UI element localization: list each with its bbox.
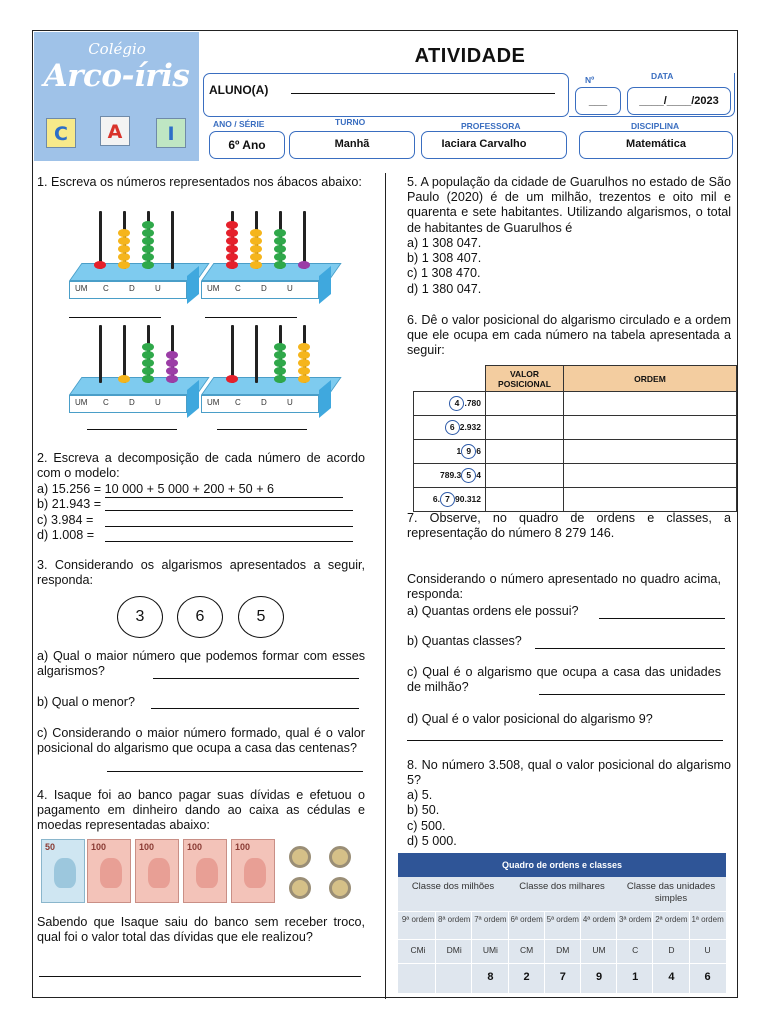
q2-d-answer-line[interactable] — [105, 541, 353, 542]
ordem-answer-cell[interactable] — [564, 488, 737, 512]
abacus-label: D — [129, 398, 135, 407]
bead-red — [226, 221, 238, 229]
ordem-label: 8ª ordem — [438, 915, 471, 924]
num-suffix: 4 — [476, 470, 481, 480]
ordem-abbrev: UMi — [482, 945, 498, 955]
abacus-4 — [199, 323, 333, 415]
bill-value: 100 — [187, 842, 203, 852]
quadro-col-sep — [689, 911, 690, 993]
bill-animal — [148, 858, 170, 888]
ordem-digit: 4 — [668, 971, 675, 983]
coin — [329, 846, 351, 868]
bead-green — [274, 343, 286, 351]
abacus-rod — [255, 325, 258, 383]
bill-animal — [196, 858, 218, 888]
bead-yellow — [250, 229, 262, 237]
bead-red — [226, 261, 238, 269]
circled-digit: 4 — [449, 396, 464, 411]
bead-green — [142, 229, 154, 237]
bill-100 — [87, 839, 131, 903]
q3-b: b) Qual o menor? — [37, 695, 136, 709]
q8-option-d: d) 5 000. — [407, 834, 457, 848]
bead-green — [274, 253, 286, 261]
q8-option-c: c) 500. — [407, 819, 446, 833]
table-corner — [414, 366, 486, 392]
logo-text-colegio: Colégio — [88, 40, 146, 58]
bead-green — [274, 261, 286, 269]
ordem-label: 1ª ordem — [691, 915, 724, 924]
num-suffix: 6 — [476, 446, 481, 456]
abacus-2 — [199, 209, 333, 301]
ordem-answer-cell[interactable] — [564, 464, 737, 488]
coin — [329, 877, 351, 899]
ordem-abbrev: CM — [519, 945, 534, 955]
q8-option-b: b) 50. — [407, 803, 440, 817]
abacus-label: UM — [207, 398, 220, 407]
abacus-label: D — [261, 398, 267, 407]
bead-red — [226, 237, 238, 245]
num-suffix: .780 — [464, 398, 481, 408]
bead-purple — [298, 261, 310, 269]
col-header-ordem: ORDEM — [564, 366, 737, 392]
numero-label: Nº — [585, 75, 595, 85]
abacus-3 — [67, 323, 201, 415]
turno-value: Manhã — [334, 138, 370, 150]
activity-sheet — [32, 30, 738, 998]
valor-answer-cell[interactable] — [486, 416, 564, 440]
valor-answer-cell[interactable] — [486, 488, 564, 512]
bead-yellow — [250, 261, 262, 269]
digit-circle: 5 — [238, 596, 284, 638]
bill-value: 100 — [139, 842, 155, 852]
table-row — [414, 440, 737, 464]
q4-answer-line[interactable] — [39, 976, 361, 977]
quadro-col-sep — [616, 911, 617, 993]
q7-b-answer-line[interactable] — [535, 648, 725, 649]
q3-text: 3. Considerando os algarismos apresentados a seguir, responda: — [37, 558, 365, 588]
num-prefix: 789.3 — [439, 470, 462, 480]
q2-a-label: a) 15.256 = — [37, 482, 102, 496]
digit-circle: 6 — [177, 596, 223, 638]
q2-c-answer-line[interactable] — [105, 526, 353, 527]
q3-c: c) Considerando o maior número formado, qual é o valor posicional do algarismo que ocupa a casa das centenas? — [37, 726, 365, 756]
num-suffix: 90.312 — [455, 494, 481, 504]
circled-digit: 7 — [440, 492, 455, 507]
bead-purple — [166, 367, 178, 375]
table-row — [414, 392, 737, 416]
abacus-label: UM — [75, 398, 88, 407]
bead-yellow — [298, 367, 310, 375]
bead-green — [274, 245, 286, 253]
abacus-label: D — [261, 284, 267, 293]
bead-yellow — [250, 237, 262, 245]
bead-yellow — [250, 253, 262, 261]
q3-a-answer-line[interactable] — [153, 678, 359, 679]
q2-a-model: 10 000 + 5 000 + 200 + 50 + 6 — [105, 482, 343, 498]
q4-text: 4. Isaque foi ao banco pagar suas dívidas e efetuou o pagamento em dinheiro dando ao caixa as cédulas e moedas representadas abaixo: — [37, 788, 365, 833]
bead-green — [274, 359, 286, 367]
q6-text: 6. Dê o valor posicional do algarismo circulado e a ordem que ele ocupa em cada número na tabela apresentada a seguir: — [407, 313, 731, 358]
q7-d-answer-line[interactable] — [407, 740, 723, 741]
ordem-label: 5ª ordem — [546, 915, 579, 924]
answer-line-abacus-4[interactable] — [217, 429, 307, 430]
ordem-digit: 1 — [632, 971, 639, 983]
q3-a: a) Qual o maior número que podemos formar com esses algarismos? — [37, 649, 365, 679]
ordem-label: 6ª ordem — [510, 915, 543, 924]
bill-animal — [100, 858, 122, 888]
abacus-label: U — [155, 284, 161, 293]
professora-label: PROFESSORA — [461, 121, 521, 131]
bead-green — [142, 221, 154, 229]
disciplina-value: Matemática — [626, 138, 686, 150]
number-cell — [414, 488, 486, 512]
q5-option-c: c) 1 308 470. — [407, 266, 481, 280]
logo-cube-a: A — [100, 116, 130, 146]
num-prefix: 6. — [432, 494, 440, 504]
logo-text-arco-iris: Arco-íris — [43, 58, 190, 94]
bead-red — [94, 261, 106, 269]
data-label: DATA — [651, 71, 674, 81]
q3-b-answer-line[interactable] — [151, 708, 359, 709]
bead-yellow — [298, 343, 310, 351]
bead-red — [226, 229, 238, 237]
logo-cube-i: I — [156, 118, 186, 148]
quadro-col-sep — [580, 911, 581, 993]
q7-b: b) Quantas classes? — [407, 634, 522, 648]
bill-100 — [183, 839, 227, 903]
quadro-row-sep — [398, 963, 726, 964]
ordem-label: 3ª ordem — [619, 915, 652, 924]
turno-label: TURNO — [335, 117, 366, 127]
bill-value: 100 — [235, 842, 251, 852]
abacus-label: U — [287, 284, 293, 293]
bill-100 — [231, 839, 275, 903]
quadro-col-sep — [471, 911, 472, 993]
bill-animal — [54, 858, 76, 888]
data-value: ____/____/2023 — [639, 95, 719, 107]
q7-a-answer-line[interactable] — [599, 618, 725, 619]
quadro-col-sep — [544, 911, 545, 993]
q5-text: 5. A população da cidade de Guarulhos no estado de São Paulo (2020) é de um milhão, trezentos e oito mil e quarenta e sete habitantes. Utilizando algarismos, o total de habitantes de Guarulhos é — [407, 175, 731, 235]
number-cell — [414, 464, 486, 488]
bead-green — [142, 375, 154, 383]
ordem-abbrev: DMi — [446, 945, 462, 955]
bead-red — [226, 375, 238, 383]
quadro-ordens-classes — [398, 853, 726, 993]
q1-text: 1. Escreva os números representados nos ábacos abaixo: — [37, 175, 362, 189]
ordem-abbrev: DM — [556, 945, 570, 955]
aluno-label: ALUNO(A) — [209, 83, 269, 97]
ordem-abbrev: UM — [592, 945, 606, 955]
aluno-name-line[interactable] — [291, 93, 555, 94]
ordem-abbrev: C — [632, 945, 639, 955]
abacus-label: UM — [207, 284, 220, 293]
ordem-abbrev: U — [704, 945, 711, 955]
num-suffix: 2.932 — [459, 422, 481, 432]
number-cell — [414, 416, 486, 440]
bead-green — [142, 237, 154, 245]
abacus-label: C — [103, 284, 109, 293]
logo-cube-c: C — [46, 118, 76, 148]
bead-green — [142, 253, 154, 261]
q2-c-label: c) 3.984 = — [37, 513, 94, 527]
ordem-label: 2ª ordem — [655, 915, 688, 924]
bead-green — [274, 229, 286, 237]
bill-value: 100 — [91, 842, 107, 852]
q7-text: 7. Observe, no quadro de ordens e classes, a representação do número 8 279 146. — [407, 511, 731, 541]
table-row — [414, 416, 737, 440]
valor-answer-cell[interactable] — [486, 440, 564, 464]
coin — [289, 877, 311, 899]
bead-yellow — [118, 253, 130, 261]
circled-digit: 5 — [461, 468, 476, 483]
bead-green — [274, 367, 286, 375]
bead-purple — [166, 375, 178, 383]
bill-animal — [244, 858, 266, 888]
quadro-title: Quadro de ordens e classes — [398, 853, 726, 877]
ano-value: 6º Ano — [228, 138, 266, 152]
disciplina-label: DISCIPLINA — [631, 121, 680, 131]
bill-50 — [41, 839, 85, 903]
bead-yellow — [250, 245, 262, 253]
bill-100 — [135, 839, 179, 903]
valor-answer-cell[interactable] — [486, 464, 564, 488]
bead-yellow — [118, 245, 130, 253]
bead-green — [142, 359, 154, 367]
ordem-answer-cell[interactable] — [564, 440, 737, 464]
circled-digit: 9 — [461, 444, 476, 459]
quadro-col-sep — [435, 911, 436, 993]
number-cell — [414, 392, 486, 416]
q6-table — [413, 365, 737, 512]
ordem-digit: 6 — [704, 971, 711, 983]
abacus-label: U — [287, 398, 293, 407]
page-title: ATIVIDADE — [414, 45, 526, 67]
ordem-digit: 2 — [523, 971, 530, 983]
abacus-rod — [99, 325, 102, 383]
number-cell — [414, 440, 486, 464]
ordem-label: 9ª ordem — [401, 915, 435, 924]
bead-purple — [166, 359, 178, 367]
bead-yellow — [118, 375, 130, 383]
bead-yellow — [118, 229, 130, 237]
table-row — [414, 464, 737, 488]
valor-answer-cell[interactable] — [486, 392, 564, 416]
class-header: Classe dos milhões — [411, 881, 495, 892]
ordem-digit: 9 — [595, 971, 603, 983]
ano-label: ANO / SÉRIE — [213, 119, 265, 129]
bead-green — [142, 351, 154, 359]
q7-c: c) Qual é o algarismo que ocupa a casa das unidades de milhão? — [407, 665, 721, 695]
q4-text2: Sabendo que Isaque saiu do banco sem receber troco, qual foi o valor total das dívidas que ele realizou? — [37, 915, 365, 945]
abacus-label: C — [103, 398, 109, 407]
bead-yellow — [118, 261, 130, 269]
bead-yellow — [298, 375, 310, 383]
professora-value: Iaciara Carvalho — [441, 138, 527, 150]
q2-a — [37, 482, 367, 498]
q2-b-answer-line[interactable] — [105, 510, 353, 511]
ordem-label: 4ª ordem — [582, 915, 616, 924]
class-header: Classe dos milhares — [519, 881, 605, 892]
bead-green — [142, 245, 154, 253]
q5-option-d: d) 1 380 047. — [407, 282, 482, 296]
circled-digit: 6 — [445, 420, 460, 435]
num-prefix: 1 — [456, 446, 462, 456]
bead-purple — [166, 351, 178, 359]
ordem-digit: 8 — [487, 971, 494, 983]
abacus-label: C — [235, 398, 241, 407]
ordem-answer-cell[interactable] — [564, 392, 737, 416]
abacus-1 — [67, 209, 201, 301]
bead-green — [274, 351, 286, 359]
q5-option-a: a) 1 308 047. — [407, 236, 482, 250]
class-header: Classe das unidades simples — [626, 881, 716, 904]
col-header-valor: VALOR POSICIONAL — [486, 366, 564, 392]
numero-value: ___ — [588, 95, 608, 107]
quadro-col-sep — [652, 911, 653, 993]
bead-green — [142, 367, 154, 375]
q2-b-label: b) 21.943 = — [37, 497, 102, 511]
quadro-row-sep — [398, 911, 726, 912]
abacus-rod — [171, 211, 174, 269]
school-logo — [34, 32, 199, 161]
ordem-abbrev: D — [668, 945, 675, 955]
ordem-digit: 7 — [559, 971, 566, 983]
bill-value: 50 — [45, 842, 56, 852]
ordem-answer-cell[interactable] — [564, 416, 737, 440]
abacus-label: UM — [75, 284, 88, 293]
bead-green — [274, 375, 286, 383]
q2-d-label: d) 1.008 = — [37, 528, 95, 542]
bead-green — [274, 237, 286, 245]
q8-option-a: a) 5. — [407, 788, 433, 802]
q7-c-answer-line[interactable] — [539, 694, 725, 695]
bead-green — [142, 343, 154, 351]
coin — [289, 846, 311, 868]
ordem-label: 7ª ordem — [474, 915, 507, 924]
bead-yellow — [298, 351, 310, 359]
answer-line-abacus-1[interactable] — [69, 317, 161, 318]
column-divider — [385, 173, 386, 999]
bead-green — [142, 261, 154, 269]
bead-red — [226, 245, 238, 253]
bead-yellow — [298, 359, 310, 367]
q2-text: 2. Escreva a decomposição de cada número de acordo com o modelo: — [37, 451, 365, 481]
answer-line-abacus-3[interactable] — [87, 429, 177, 430]
quadro-col-sep — [508, 911, 509, 993]
bead-yellow — [118, 237, 130, 245]
abacus-label: C — [235, 284, 241, 293]
q7-d: d) Qual é o valor posicional do algarismo 9? — [407, 712, 653, 726]
q3-c-answer-line[interactable] — [107, 771, 363, 772]
abacus-label: U — [155, 398, 161, 407]
digit-circle: 3 — [117, 596, 163, 638]
q7-intro: Considerando o número apresentado no quadro acima, responda: — [407, 572, 721, 602]
table-row — [414, 488, 737, 512]
ordem-abbrev: CMi — [410, 945, 426, 955]
answer-line-abacus-2[interactable] — [205, 317, 297, 318]
quadro-row-sep — [398, 939, 726, 940]
abacus-label: D — [129, 284, 135, 293]
q5-option-b: b) 1 308 407. — [407, 251, 482, 265]
q7-a: a) Quantas ordens ele possui? — [407, 604, 579, 618]
q8-text: 8. No número 3.508, qual o valor posicional do algarismo 5? — [407, 758, 731, 788]
bead-red — [226, 253, 238, 261]
